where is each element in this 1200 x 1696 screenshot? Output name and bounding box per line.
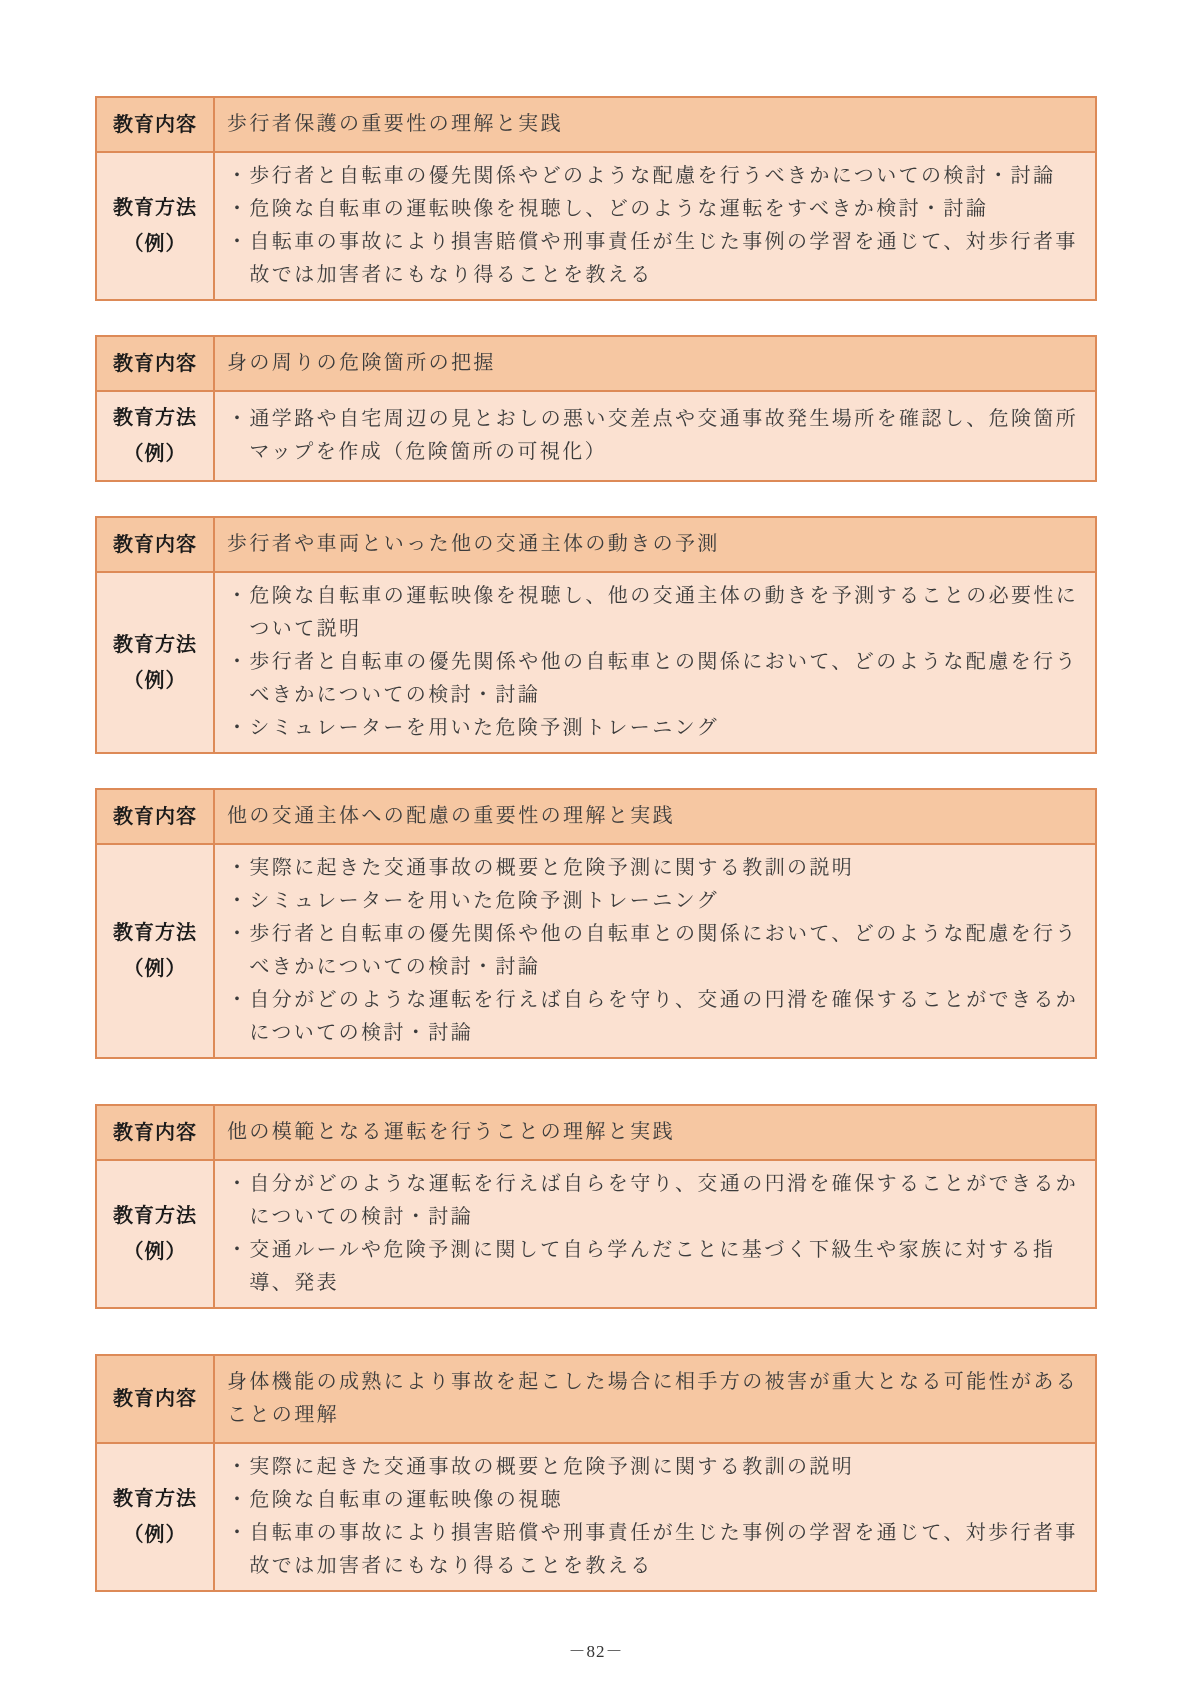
content-value-cell — [215, 1356, 1095, 1442]
content-row — [97, 518, 1095, 573]
content-row — [97, 337, 1095, 392]
content-value-cell — [215, 518, 1095, 571]
content-row — [97, 1106, 1095, 1161]
education-table — [95, 1104, 1097, 1309]
method-label-text: 教育方法 — [113, 1488, 197, 1510]
education-table — [95, 1354, 1097, 1592]
education-table — [95, 516, 1097, 754]
content-label — [97, 518, 215, 571]
content-label — [97, 1356, 215, 1442]
method-row — [97, 573, 1095, 752]
page-number: －82－ — [568, 1642, 624, 1661]
content-label — [97, 98, 215, 151]
content-label-text: 教育内容 — [113, 1121, 197, 1144]
method-list — [215, 1444, 1095, 1590]
method-label-text: 教育方法 — [113, 922, 197, 944]
method-item: ・実際に起きた交通事故の概要と危険予測に関する教訓の説明 — [227, 857, 855, 879]
content-value: 他の交通主体への配慮の重要性の理解と実践 — [227, 805, 675, 827]
method-item: ・シミュレーターを用いた危険予測トレーニング — [227, 717, 719, 739]
method-item: ・危険な自転車の運転映像を視聴し、どのような運転をすべきか検討・討論 — [227, 198, 989, 220]
method-item: ・シミュレーターを用いた危険予測トレーニング — [227, 890, 719, 912]
method-label — [97, 845, 215, 1057]
content-label-text: 教育内容 — [113, 533, 197, 556]
education-table — [95, 96, 1097, 301]
method-list — [215, 845, 1095, 1057]
education-table — [95, 335, 1097, 482]
method-label-text: 教育方法 — [113, 1205, 197, 1227]
method-list — [215, 153, 1095, 299]
method-row — [97, 1161, 1095, 1307]
method-item: ・交通ルールや危険予測に関して自ら学んだことに基づく下級生や家族に対する指導、発表 — [227, 1239, 1056, 1294]
method-example-label: （例） — [123, 1241, 187, 1263]
content-row — [97, 98, 1095, 153]
method-item: ・危険な自転車の運転映像を視聴し、他の交通主体の動きを予測することの必要性について説明 — [227, 585, 1079, 640]
content-label-text: 教育内容 — [113, 352, 197, 375]
content-label — [97, 1106, 215, 1159]
content-label — [97, 790, 215, 843]
method-label-text: 教育方法 — [113, 197, 197, 219]
content-value: 身の周りの危険箇所の把握 — [227, 352, 496, 374]
method-item: ・歩行者と自転車の優先関係やどのような配慮を行うべきかについての検討・討論 — [227, 165, 1056, 187]
method-example-label: （例） — [123, 669, 187, 692]
method-item: ・自分がどのような運転を行えば自らを守り、交通の円滑を確保することができるかについての検討・討論 — [227, 989, 1079, 1044]
method-label — [97, 573, 215, 752]
method-item: ・自転車の事故により損害賠償や刑事責任が生じた事例の学習を通じて、対歩行者事故では加害者にもなり得ることを教える — [227, 1522, 1078, 1577]
method-item: ・通学路や自宅周辺の見とおしの悪い交差点や交通事故発生場所を確認し、危険箇所マップを作成（危険箇所の可視化） — [227, 408, 1079, 463]
education-table — [95, 788, 1097, 1059]
method-list — [215, 1161, 1095, 1307]
content-value-cell — [215, 98, 1095, 151]
content-row — [97, 790, 1095, 845]
method-row — [97, 392, 1095, 480]
method-example-label: （例） — [123, 958, 187, 980]
tables-container — [95, 96, 1097, 1592]
method-example-label: （例） — [123, 233, 187, 255]
method-label-text: 教育方法 — [113, 407, 197, 429]
content-label — [97, 337, 215, 390]
content-row — [97, 1356, 1095, 1444]
content-label-text: 教育内容 — [113, 113, 197, 136]
method-list — [215, 573, 1095, 752]
content-value: 歩行者保護の重要性の理解と実践 — [227, 113, 563, 135]
content-label-text: 教育内容 — [113, 1388, 197, 1410]
method-item: ・危険な自転車の運転映像の視聴 — [227, 1489, 563, 1511]
method-row — [97, 153, 1095, 299]
method-row — [97, 1444, 1095, 1590]
method-item: ・歩行者と自転車の優先関係や他の自転車との関係において、どのような配慮を行うべきかについての検討・討論 — [227, 651, 1078, 706]
method-item: ・実際に起きた交通事故の概要と危険予測に関する教訓の説明 — [227, 1456, 855, 1478]
method-example-label: （例） — [123, 443, 187, 465]
content-value: 身体機能の成熟により事故を起こした場合に相手方の被害が重大となる可能性があることの理解 — [227, 1371, 1079, 1426]
content-value: 他の模範となる運転を行うことの理解と実践 — [227, 1121, 675, 1143]
method-label — [97, 392, 215, 480]
method-row — [97, 845, 1095, 1057]
content-value: 歩行者や車両といった他の交通主体の動きの予測 — [227, 533, 720, 555]
content-value-cell — [215, 1106, 1095, 1159]
method-label — [97, 1444, 215, 1590]
content-value-cell — [215, 337, 1095, 390]
method-item: ・歩行者と自転車の優先関係や他の自転車との関係において、どのような配慮を行うべきかについての検討・討論 — [227, 923, 1078, 978]
method-label-text: 教育方法 — [113, 633, 197, 656]
method-label — [97, 1161, 215, 1307]
content-label-text: 教育内容 — [113, 805, 197, 828]
content-value-cell — [215, 790, 1095, 843]
method-list — [215, 392, 1095, 480]
method-label — [97, 153, 215, 299]
method-example-label: （例） — [123, 1524, 187, 1546]
method-item: ・自転車の事故により損害賠償や刑事責任が生じた事例の学習を通じて、対歩行者事故では加害者にもなり得ることを教える — [227, 231, 1078, 286]
method-item: ・自分がどのような運転を行えば自らを守り、交通の円滑を確保することができるかについての検討・討論 — [227, 1173, 1079, 1228]
